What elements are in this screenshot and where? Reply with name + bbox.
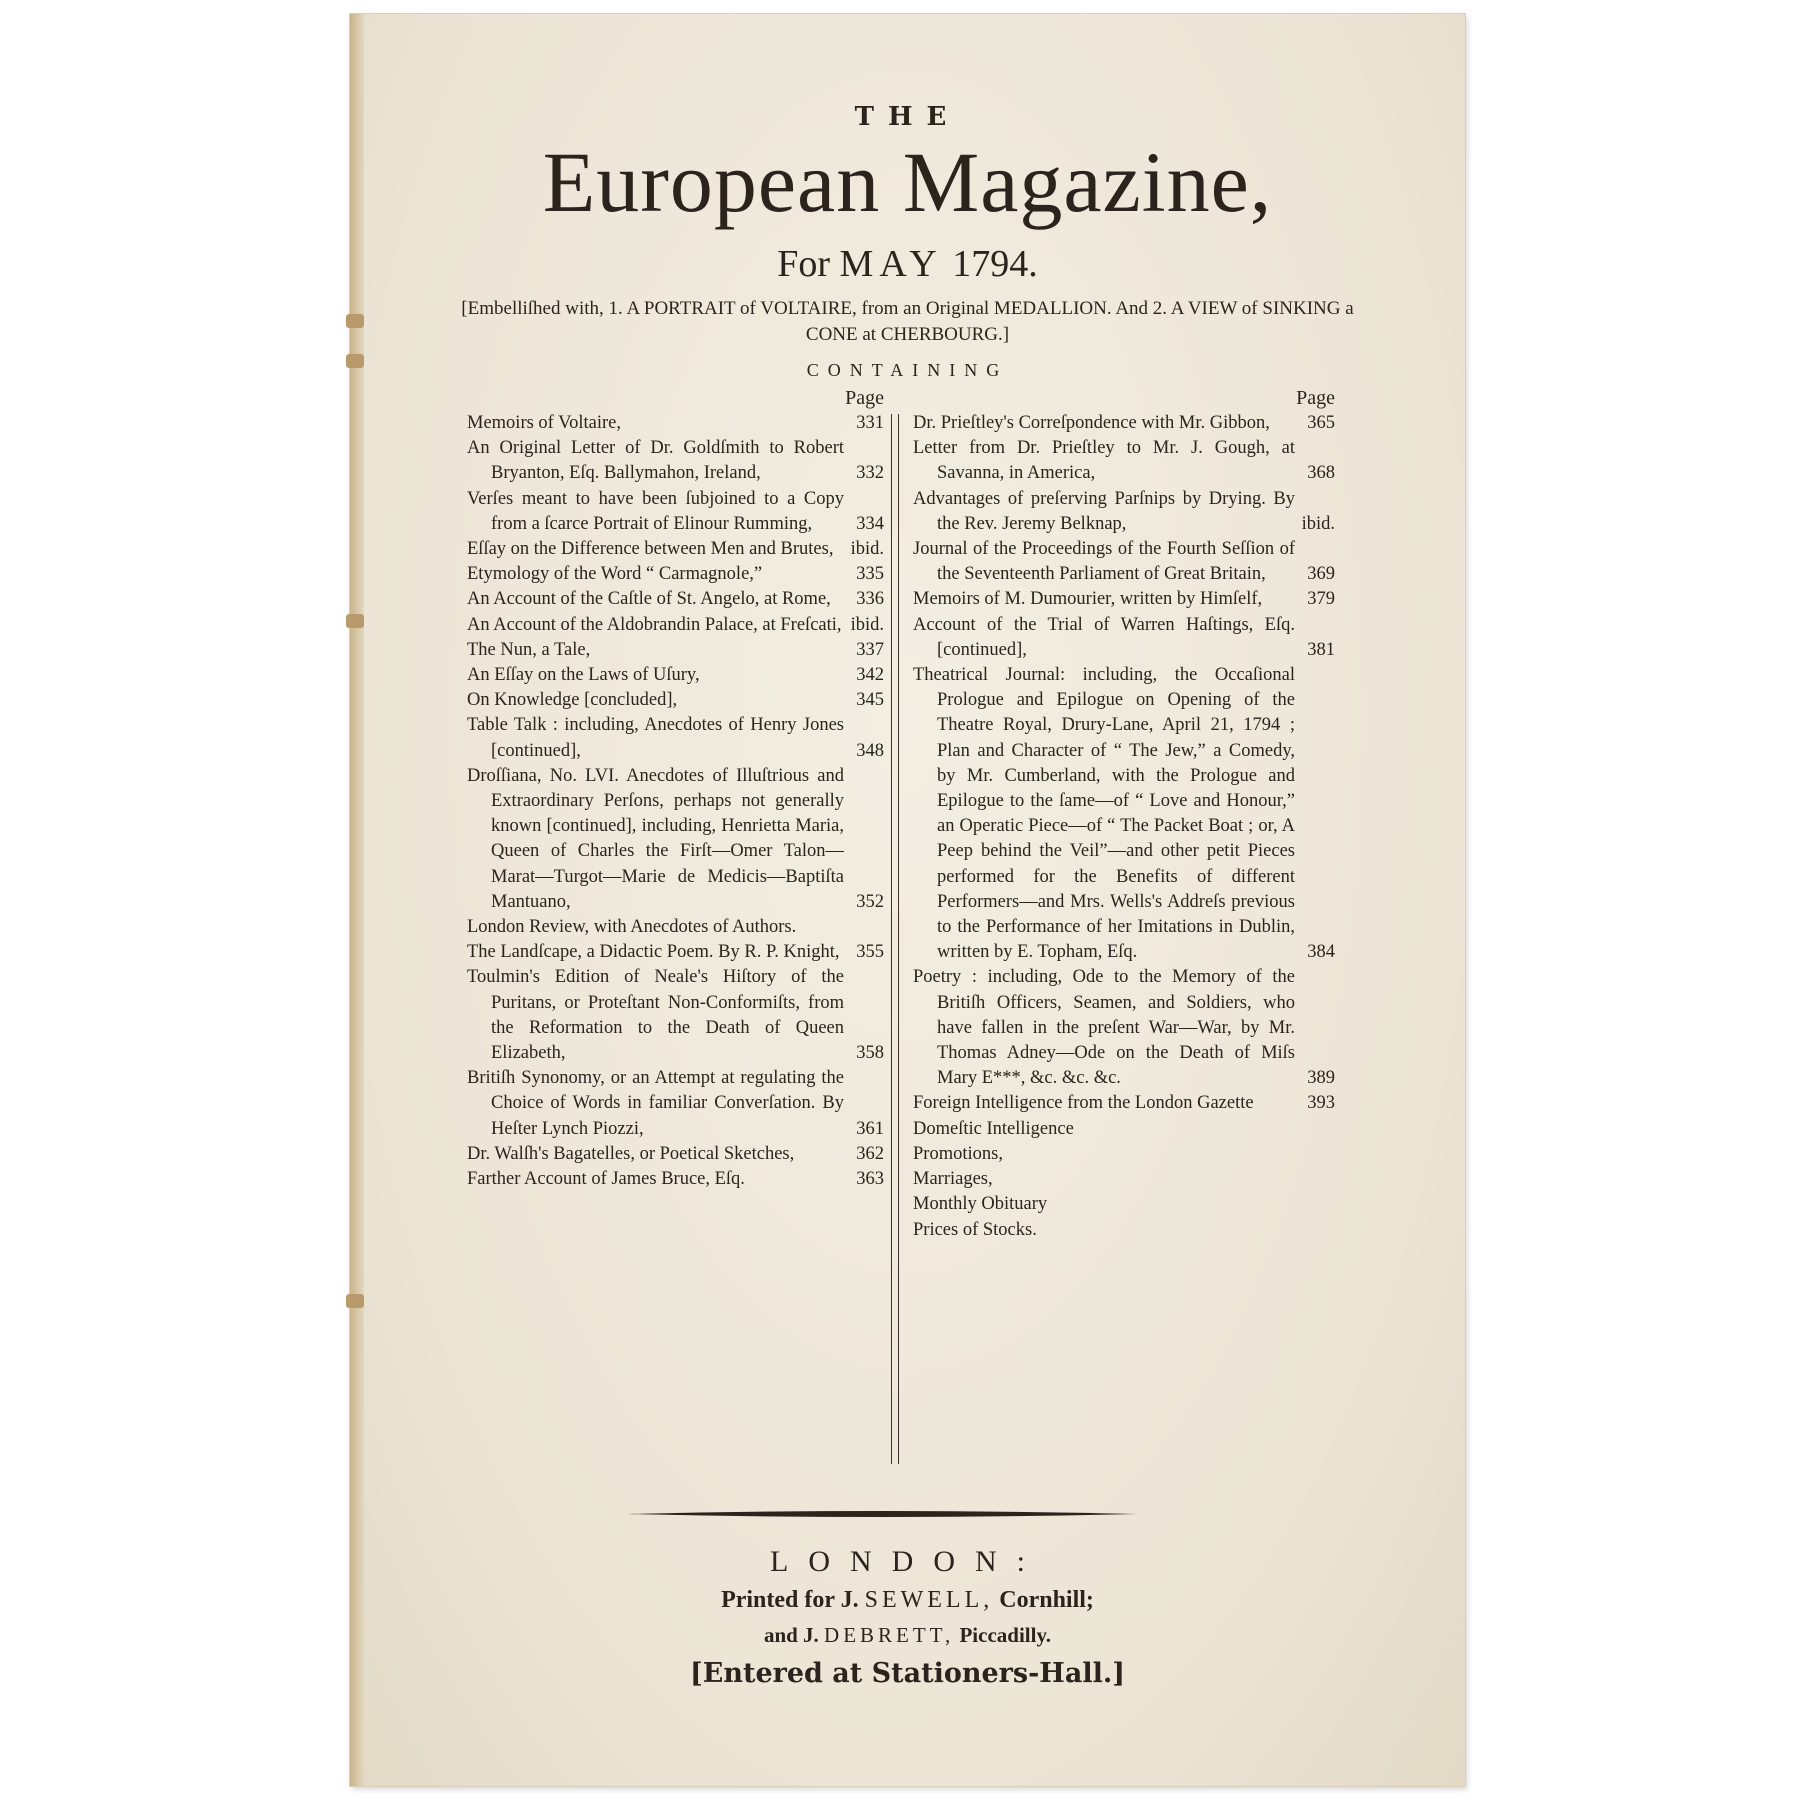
entry-title: On Knowledge [concluded], xyxy=(467,690,678,711)
magazine-title: European Magazine, xyxy=(542,134,1273,230)
contents-entry xyxy=(467,587,884,612)
contents-entry xyxy=(467,638,884,663)
entry-title: Monthly Obituary xyxy=(913,1194,1048,1215)
entry-title: Droſſiana, No. LVI. Anecdotes of Illuſtrious and Extraordinary Perſons, perhaps not generally known [continued], including, Henrietta Maria, Queen of Charles the Firſt—Omer Talon—Marat—Turgot—Marie de Medicis—Baptiſta Mantuano, xyxy=(467,765,844,912)
entry-title: Farther Account of James Bruce, Eſq. xyxy=(467,1169,745,1190)
contents-entry xyxy=(913,663,1335,965)
entry-title: Memoirs of Voltaire, xyxy=(467,413,621,433)
entry-title: Theatrical Journal: including, the Occaſional Prologue and Epilogue on Opening of the Theatre Royal, Drury-Lane, April 21, 1794 ; Plan and Character of “ The Jew,” a Comedy, by Mr. Cumberland, with the Prologue and Epilogue to the ſame—of “ Love and Honour,” an Operatic Piece—of “ The Packet Boat ; or, A Peep behind the Veil”—and other petit Pieces performed for the Benefits of different Performers—and Mrs. Wells's Addreſs previous to the Performance of her Imitations in Dublin, written by E. Topham, Eſq. xyxy=(913,665,1295,963)
entry-page-number: 358 xyxy=(856,1043,884,1064)
and-label: and J. xyxy=(763,1623,819,1647)
entry-title: Advantages of preſerving Parſnips by Drying. By the Rev. Jeremy Belknap, xyxy=(913,488,1295,534)
place-cornhill: Cornhill; xyxy=(999,1587,1094,1613)
contents-entry xyxy=(467,915,884,940)
entry-title: Poetry : including, Ode to the Memory of the Britiſh Officers, Seamen, and Soldiers, who have fallen in the preſent War—War, by Mr. Thomas Adney—Ode on the Death of Miſs Mary E***, &c. &c. &c. xyxy=(913,967,1295,1089)
entry-page-number: ibid. xyxy=(850,614,884,635)
entry-title: Promotions, xyxy=(913,1143,1003,1164)
entry-page-number: 363 xyxy=(856,1169,884,1190)
entry-title: Memoirs of M. Dumourier, written by Himſelf, xyxy=(913,589,1263,610)
issue-date xyxy=(350,242,1465,286)
binding-stitch xyxy=(346,614,364,628)
entry-title: Prices of Stocks. xyxy=(913,1219,1037,1240)
magazine-page xyxy=(350,14,1465,1786)
entry-page-number: 368 xyxy=(1307,463,1335,484)
contents-entry xyxy=(467,764,884,915)
contents-left-column xyxy=(467,386,884,1192)
entry-title: An Account of the Caſtle of St. Angelo, at Rome, xyxy=(467,589,831,610)
contents-entry xyxy=(913,537,1335,587)
entry-title: Foreign Intelligence from the London Gazette xyxy=(913,1093,1254,1114)
entry-title: Verſes meant to have been ſubjoined to a Copy from a ſcarce Portrait of Elinour Rumming, xyxy=(467,488,844,534)
entry-title: The Landſcape, a Didactic Poem. By R. P. Knight, xyxy=(467,942,840,963)
contents-entry xyxy=(913,487,1335,537)
contents-entry xyxy=(913,613,1335,663)
entry-page-number: 336 xyxy=(856,589,884,610)
entry-title: Table Talk : including, Anecdotes of Henry Jones [continued], xyxy=(467,715,844,761)
imprint-line-1 xyxy=(350,1587,1465,1614)
entry-page-number: ibid. xyxy=(850,539,884,560)
masthead-the: THE xyxy=(854,102,961,132)
entry-title: Marriages, xyxy=(913,1169,993,1190)
contents-entry xyxy=(467,1167,884,1192)
imprint-city: LONDON: xyxy=(770,1545,1045,1578)
contents-entry xyxy=(913,965,1335,1091)
column-divider xyxy=(891,414,899,1464)
ornamental-rule xyxy=(627,1509,1137,1519)
entry-page-number: 337 xyxy=(856,639,884,660)
imprint-line-2 xyxy=(350,1623,1465,1648)
embellishment-note: [Embelliſhed with, 1. A PORTRAIT of VOLTAIRE, from an Original MEDALLION. And 2. A VIEW of SINKING a CONE at CHERBOURG.] xyxy=(461,298,1354,345)
entry-title: An Eſſay on the Laws of Uſury, xyxy=(467,665,700,686)
entry-title: London Review, with Anecdotes of Authors. xyxy=(467,917,797,938)
binding-stitch xyxy=(346,1294,364,1308)
entry-title: Eſſay on the Difference between Men and Brutes, xyxy=(467,539,834,560)
entry-page-number: 332 xyxy=(856,463,884,484)
entry-page-number: 345 xyxy=(856,690,884,711)
contents-entry xyxy=(467,688,884,713)
entry-page-number: 342 xyxy=(856,665,884,686)
entry-page-number: 361 xyxy=(856,1118,884,1139)
contents-entry xyxy=(913,1218,1335,1243)
entry-page-number: 379 xyxy=(1307,589,1335,610)
entry-title: Dr. Walſh's Bagatelles, or Poetical Sketches, xyxy=(467,1143,795,1164)
contents-entry xyxy=(467,411,884,436)
entry-page-number: 352 xyxy=(856,891,884,912)
entry-page-number: 381 xyxy=(1307,639,1335,660)
printed-for-label: Printed for J. xyxy=(721,1587,859,1613)
entry-title: An Original Letter of Dr. Goldſmith to Robert Bryanton, Eſq. Ballymahon, Ireland, xyxy=(467,438,844,484)
entry-title: Domeſtic Intelligence xyxy=(913,1118,1074,1139)
place-piccadilly: Piccadilly. xyxy=(959,1623,1052,1647)
contents-entry xyxy=(467,562,884,587)
entry-title: The Nun, a Tale, xyxy=(467,639,591,660)
contents-entry xyxy=(467,965,884,1066)
entry-page-number: 362 xyxy=(856,1143,884,1164)
containing-heading: CONTAINING xyxy=(806,360,1009,380)
printer-debrett: DEBRETT, xyxy=(824,1623,955,1647)
contents-entry xyxy=(913,587,1335,612)
entry-title: Journal of the Proceedings of the Fourth Seſſion of the Seventeenth Parliament of Great Britain, xyxy=(913,539,1295,585)
contents-right-column xyxy=(913,386,1335,1243)
contents-entry xyxy=(913,411,1335,436)
entry-page-number: 335 xyxy=(856,564,884,585)
contents-entry xyxy=(913,1142,1335,1167)
entry-page-number: 393 xyxy=(1307,1093,1335,1114)
contents-entry xyxy=(913,1091,1335,1116)
contents-entry xyxy=(913,436,1335,486)
entry-title: An Account of the Aldobrandin Palace, at Freſcati, xyxy=(467,614,842,635)
entry-title: Britiſh Synonomy, or an Attempt at regulating the Choice of Words in familiar Converſation. By Heſter Lynch Piozzi, xyxy=(467,1068,844,1139)
entry-page-number: 384 xyxy=(1307,942,1335,963)
contents-entry xyxy=(467,1142,884,1167)
contents-entry xyxy=(467,487,884,537)
entry-page-number: 365 xyxy=(1307,413,1335,433)
entry-title: Dr. Prieſtley's Correſpondence with Mr. Gibbon, xyxy=(913,413,1270,433)
contents-entry xyxy=(913,1167,1335,1192)
issue-year: 1794. xyxy=(952,243,1038,285)
contents-entry xyxy=(467,613,884,638)
entry-page-number: 348 xyxy=(856,740,884,761)
contents-entry xyxy=(913,1117,1335,1142)
contents-entry xyxy=(467,940,884,965)
entered-at-stationers-hall: [Entered at Stationers-Hall.] xyxy=(689,1658,1126,1689)
entry-page-number: 331 xyxy=(856,413,884,433)
page-column-label: Page xyxy=(845,387,884,409)
entry-title: Etymology of the Word “ Carmagnole,” xyxy=(467,564,763,585)
contents-entry xyxy=(467,537,884,562)
contents-entry xyxy=(467,1066,884,1142)
entry-page-number: 334 xyxy=(856,513,884,534)
issue-prefix: For xyxy=(777,243,831,285)
page-column-label: Page xyxy=(1296,387,1335,409)
contents-entry xyxy=(913,1192,1335,1217)
contents-entry xyxy=(467,713,884,763)
contents-entry xyxy=(467,436,884,486)
entry-page-number: 389 xyxy=(1307,1068,1335,1089)
entry-page-number: ibid. xyxy=(1301,513,1335,534)
issue-month: MAY xyxy=(839,243,943,285)
entry-page-number: 355 xyxy=(856,942,884,963)
contents-entry xyxy=(467,663,884,688)
entry-title: Toulmin's Edition of Neale's Hiſtory of the Puritans, or Proteſtant Non-Conformiſts, from the Reformation to the Death of Queen Elizabeth, xyxy=(467,967,844,1064)
entry-title: Letter from Dr. Prieſtley to Mr. J. Gough, at Savanna, in America, xyxy=(913,438,1295,484)
entry-page-number: 369 xyxy=(1307,564,1335,585)
printer-sewell: SEWELL, xyxy=(864,1587,994,1613)
entry-title: Account of the Trial of Warren Haſtings, Eſq. [continued], xyxy=(913,614,1295,660)
